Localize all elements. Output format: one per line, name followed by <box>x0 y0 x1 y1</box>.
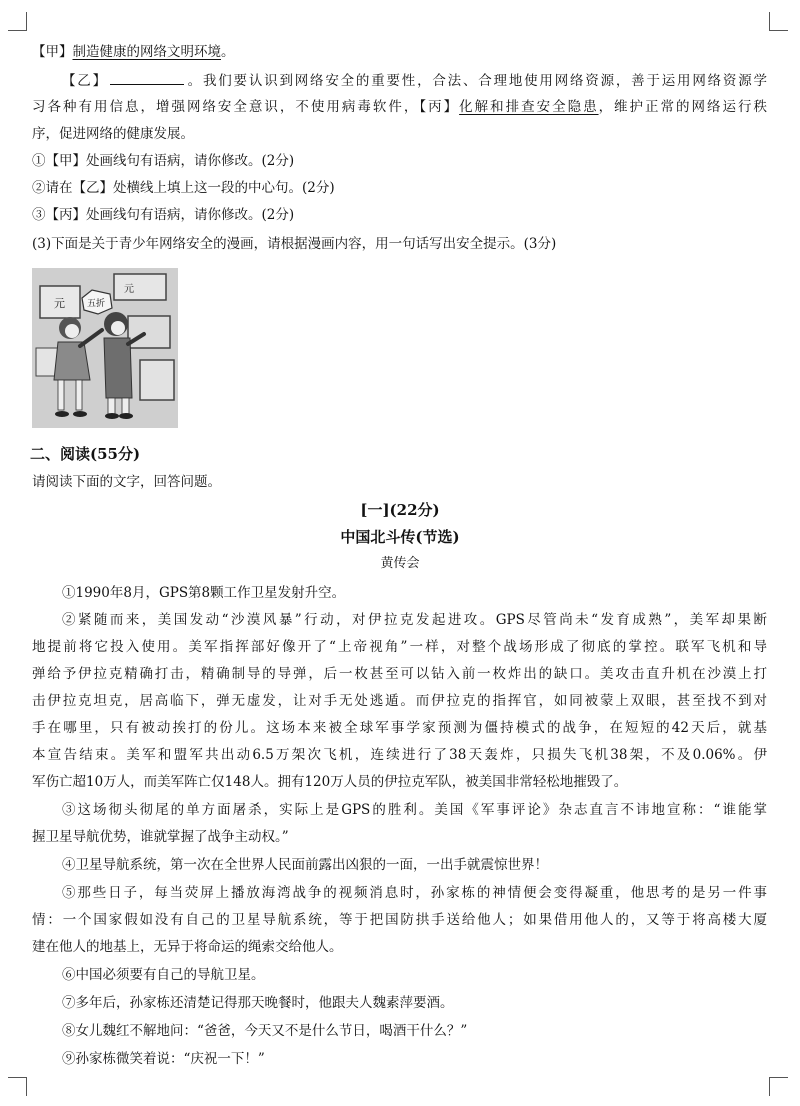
paragraph-line: ⑤那些日子，每当荧屏上播放海湾战争的视频消息时，孙家栋的神情便会变得凝重，他思考的是另一件事 <box>62 885 767 901</box>
yi-text-1: 。我们要认识到网络安全的重要性，合法、合理地使用网络资源，善于运用网络资源学 <box>185 73 768 89</box>
yi-line-2 <box>32 97 767 117</box>
paragraph-line: ⑥中国必须要有自己的导航卫星。 <box>62 967 265 983</box>
paragraph-line: ②紧随而来，美国发动“沙漠风暴”行动，对伊拉克发起进攻。GPS尽管尚未“发育成熟”，美军却果断 <box>62 612 767 628</box>
cartoon-sign-3: 元 <box>124 284 134 295</box>
jia-label: 【甲】 <box>32 44 73 60</box>
jia-end: 。 <box>221 44 235 60</box>
article-title: 中国北斗传(节选) <box>340 528 460 546</box>
paragraph-line: ①1990年8月，GPS第8颗工作卫星发射升空。 <box>62 585 346 601</box>
paragraph-line: 军伤亡超10万人，而美军阵亡仅148人。拥有120万人员的伊拉克军队，被美国非常轻松地摧毁了。 <box>32 774 628 790</box>
yi-line-3: 序，促进网络的健康发展。 <box>32 126 194 142</box>
cartoon-sign-2: 五折 <box>87 299 106 309</box>
paragraph-line: 手在哪里，只有被动挨打的份儿。这场本来被全球军事学家预测为僵持模式的战争，在短短的42天后，就基 <box>32 720 767 736</box>
paragraph-line: ⑧女儿魏红不解地问：“爸爸，今天又不是什么节日，喝酒干什么？” <box>62 1023 468 1039</box>
paragraph-line: 本宣告结束。美军和盟军共出动6.5万架次飞机，连续进行了38天轰炸，只损失飞机38架，不及0.06%。伊 <box>32 747 767 763</box>
question-cartoon: (3)下面是关于青少年网络安全的漫画，请根据漫画内容，用一句话写出安全提示。(3分) <box>32 236 557 252</box>
jia-underlined-sentence: 制造健康的网络文明环境 <box>72 44 221 60</box>
yi-blank[interactable] <box>110 70 184 85</box>
crop-mark-bottom-left <box>8 1077 27 1096</box>
paragraph-line: 弹给予伊拉克精确打击，精确制导的导弹，后一枚甚至可以钻入前一枚炸出的缺口。美攻击直升机在沙漠上打 <box>32 666 767 682</box>
bing-underlined-sentence: 化解和排查安全隐患 <box>459 99 599 115</box>
paragraph-line: ⑨孙家栋微笑着说：“庆祝一下！” <box>62 1051 265 1067</box>
question-3: ③【丙】处画线句有语病，请你修改。(2分) <box>32 207 295 223</box>
yi-text-2a: 习各种有用信息，增强网络安全意识，不使用病毒软件， <box>32 99 420 115</box>
question-2: ②请在【乙】处横线上填上这一段的中心句。(2分) <box>32 180 335 196</box>
jia-line <box>32 42 767 62</box>
paragraph-line: 握卫星导航优势，谁就掌握了战争主动权。” <box>32 829 289 845</box>
question-1: ①【甲】处画线句有语病，请你修改。(2分) <box>32 153 295 169</box>
article-author: 黄传会 <box>380 556 420 571</box>
cartoon-sign-1: 元 <box>54 297 65 310</box>
section-heading: 二、阅读(55分) <box>30 445 141 463</box>
paragraph-line: ④卫星导航系统，第一次在全世界人民面前露出凶狠的一面，一出手就震惊世界！ <box>62 857 548 873</box>
crop-mark-bottom-right <box>769 1077 788 1096</box>
yi-line-1 <box>62 70 767 91</box>
cartoon-drawing <box>32 268 178 428</box>
cartoon-illustration <box>32 268 178 428</box>
part-heading: [一](22分) <box>360 501 440 519</box>
paragraph-line: ⑦多年后，孙家栋还清楚记得那天晚餐时，他跟夫人魏素萍要酒。 <box>62 995 454 1011</box>
reading-instruction: 请阅读下面的文字，回答问题。 <box>32 474 221 490</box>
paragraph-line: ③这场彻头彻尾的单方面屠杀，实际上是GPS的胜利。美国《军事评论》杂志直言不讳地宣称：“谁能掌 <box>62 802 767 818</box>
paragraph-line: 地提前将它投入使用。美军指挥部好像开了“上帝视角”一样，对整个战场形成了彻底的掌控。联军飞机和导 <box>32 639 767 655</box>
paragraph-line: 情：一个国家假如没有自己的卫星导航系统，等于把国防拱手送给他人；如果借用他人的，又等于将高楼大厦 <box>32 912 767 928</box>
paragraph-line: 击伊拉克坦克，居高临下，弹无虚发，让对手无处逃遁。而伊拉克的指挥官，如同被蒙上双眼，甚至找不到对 <box>32 693 767 709</box>
crop-mark-top-left <box>8 12 27 31</box>
yi-label: 【乙】 <box>62 73 108 89</box>
bing-label: 【丙】 <box>419 99 460 115</box>
crop-mark-top-right <box>769 12 788 31</box>
yi-text-2b: ，维护正常的网络运行秩 <box>598 99 768 115</box>
paragraph-line: 建在他人的地基上，无异于将命运的绳索交给他人。 <box>32 939 343 955</box>
